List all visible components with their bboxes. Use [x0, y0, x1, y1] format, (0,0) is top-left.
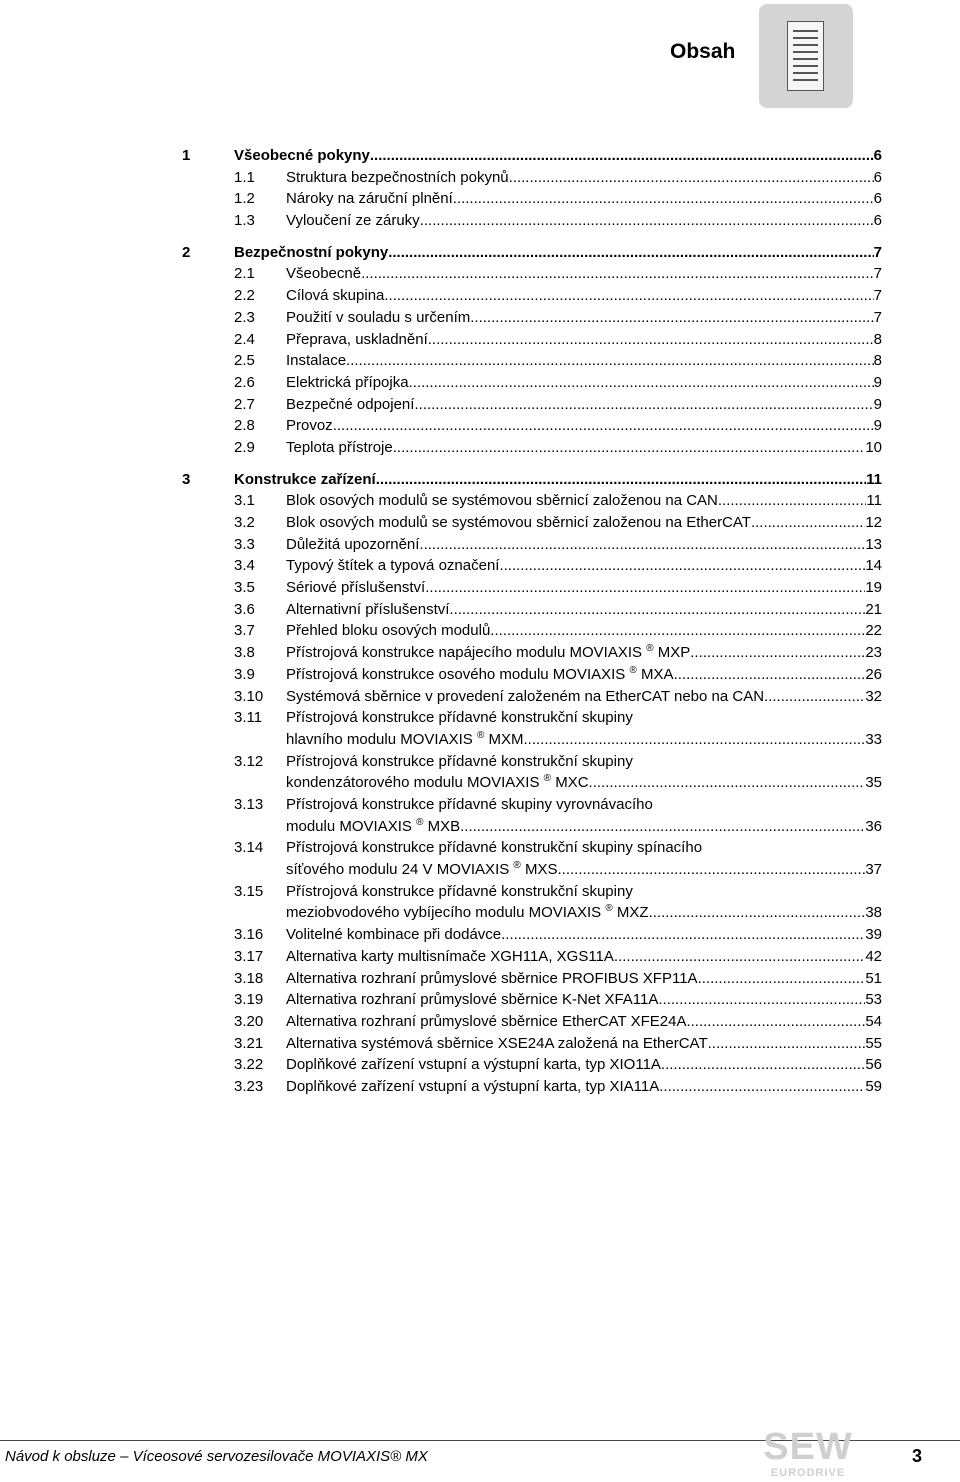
toc-number: 2.6 [234, 373, 255, 391]
toc-page-number: 6 [873, 168, 882, 186]
toc-title: Alternativa systémová sběrnice XSE24A založená na EtherCAT [286, 1034, 708, 1052]
toc-title: Doplňkové zařízení vstupní a výstupní karta, typ XIO11A [286, 1056, 661, 1074]
toc-number: 3.20 [234, 1012, 264, 1030]
toc-entry[interactable] [182, 437, 882, 459]
toc-page-number: 54 [865, 1012, 882, 1030]
toc-title: Teplota přístroje [286, 438, 393, 456]
toc-title: Cílová skupina [286, 287, 385, 305]
toc-title: hlavního modulu MOVIAXIS ® MXM [286, 729, 524, 748]
page-header-title: Obsah [670, 40, 736, 63]
toc-entry[interactable] [182, 512, 882, 534]
registered-mark: ® [543, 773, 552, 785]
registered-mark: ® [513, 860, 521, 872]
toc-number: 2.8 [234, 417, 255, 435]
toc-entry[interactable] [182, 794, 882, 837]
toc-entry[interactable] [182, 751, 882, 794]
table-of-contents [182, 145, 882, 1098]
toc-page-number: 11 [866, 492, 882, 510]
toc-number: 3.13 [234, 795, 264, 813]
toc-number: 2.9 [234, 438, 255, 456]
toc-number: 1.3 [234, 212, 255, 230]
toc-title: Blok osových modulů se systémovou sběrnicí založenou na EtherCAT [286, 514, 751, 531]
toc-number: 3.7 [234, 622, 255, 640]
toc-page-number: 14 [865, 557, 882, 575]
toc-number: 3.19 [234, 991, 264, 1009]
toc-page-number: 10 [865, 438, 882, 456]
toc-page-number: 7 [873, 308, 882, 326]
toc-entry[interactable] [182, 394, 882, 416]
toc-leader-dots [384, 285, 873, 307]
toc-number: 3.22 [234, 1056, 264, 1074]
toc-number: 3.4 [234, 557, 255, 575]
toc-leader-dots [376, 469, 866, 491]
toc-page-number: 38 [865, 904, 882, 922]
toc-title: Přehled bloku osových modulů [286, 622, 491, 640]
toc-page-number: 7 [873, 265, 882, 283]
toc-leader-dots [420, 210, 874, 232]
toc-number: 3.8 [234, 644, 255, 662]
toc-leader-dots [453, 188, 874, 210]
toc-entry[interactable] [182, 490, 882, 512]
toc-number: 2.4 [234, 330, 255, 348]
toc-number: 1.1 [234, 168, 255, 186]
toc-title: Doplňkové zařízení vstupní a výstupní karta, typ XIA11A [286, 1077, 660, 1095]
document-sheet [787, 21, 824, 91]
toc-page-number: 6 [873, 212, 882, 230]
toc-title: Provoz [286, 417, 333, 435]
toc-leader-dots [409, 372, 874, 394]
toc-number: 3.10 [234, 687, 264, 705]
toc-leader-dots [490, 620, 865, 642]
registered-mark: ® [416, 816, 424, 828]
toc-number: 3.11 [234, 709, 263, 727]
toc-leader-dots [690, 642, 865, 664]
toc-number: 3.16 [234, 926, 264, 944]
toc-number: 3.9 [234, 665, 255, 683]
toc-number: 3.6 [234, 600, 255, 618]
toc-title: Důležitá upozornění [286, 535, 420, 553]
toc-entry[interactable] [182, 837, 882, 880]
toc-page-number: 32 [865, 687, 882, 705]
toc-title: Vyloučení ze záruky [286, 212, 420, 230]
toc-entry[interactable] [182, 1011, 882, 1033]
toc-leader-dots [501, 924, 865, 946]
toc-number: 2.5 [234, 352, 255, 370]
toc-entry[interactable] [182, 285, 882, 307]
toc-entry[interactable] [182, 968, 882, 990]
toc-page-number: 56 [865, 1056, 882, 1074]
toc-entry[interactable] [182, 989, 882, 1011]
toc-entry[interactable] [182, 620, 882, 642]
toc-leader-dots [751, 512, 865, 534]
toc-page-number: 6 [873, 190, 882, 208]
toc-number: 2.2 [234, 287, 255, 305]
toc-entry[interactable] [182, 555, 882, 577]
toc-leader-dots [333, 415, 874, 437]
toc-title: Struktura bezpečnostních pokynů [286, 168, 509, 186]
toc-entry[interactable] [182, 350, 882, 372]
toc-leader-dots [428, 329, 874, 351]
toc-title: Přístrojová konstrukce napájecího modulu MOVIAXIS ® MXP [286, 643, 691, 662]
toc-page-number: 53 [865, 991, 882, 1009]
toc-page-number: 36 [865, 817, 882, 835]
toc-page-number: 7 [873, 243, 882, 261]
toc-title-line1: Přístrojová konstrukce přídavné konstrukční skupiny [286, 752, 633, 770]
toc-title: Bezpečnostní pokyny [234, 243, 389, 261]
toc-entry[interactable] [182, 263, 882, 285]
toc-title: Všeobecně [286, 265, 362, 283]
toc-number: 3.15 [234, 882, 264, 900]
toc-title: Alternativa rozhraní průmyslové sběrnice EtherCAT XFE24A [286, 1012, 687, 1030]
toc-number: 1.2 [234, 190, 255, 208]
toc-entry[interactable] [182, 664, 882, 686]
toc-leader-dots [419, 534, 865, 556]
registered-mark: ® [605, 903, 613, 915]
toc-title-line1: Přístrojová konstrukce přídavné skupiny vyrovnávacího [286, 795, 653, 813]
toc-entry[interactable] [182, 415, 882, 437]
toc-title: Přeprava, uskladnění [286, 330, 428, 348]
toc-entry[interactable] [182, 1033, 882, 1055]
toc-leader-dots [661, 1054, 865, 1076]
sew-eurodrive-logo [752, 1427, 864, 1482]
toc-leader-dots [346, 350, 874, 372]
toc-chapter[interactable] [182, 145, 882, 167]
toc-page-number: 11 [866, 470, 882, 488]
toc-title: Nároky na záruční plnění [286, 190, 453, 208]
logo-main-text: SEW [763, 1426, 853, 1468]
toc-entry[interactable] [182, 686, 882, 708]
toc-number: 2.7 [234, 395, 255, 413]
toc-entry[interactable] [182, 329, 882, 351]
toc-leader-dots [425, 577, 865, 599]
toc-page-number: 8 [873, 330, 882, 348]
toc-title: kondenzátorového modulu MOVIAXIS ® MXC [286, 773, 589, 792]
toc-leader-dots [393, 437, 866, 459]
toc-entry[interactable] [182, 707, 882, 750]
toc-leader-dots [414, 394, 873, 416]
toc-title: Systémová sběrnice v provedení založeném na EtherCAT nebo na CAN [286, 687, 765, 705]
toc-leader-dots [509, 167, 874, 189]
toc-number: 3.12 [234, 752, 264, 770]
toc-leader-dots [674, 664, 866, 686]
toc-leader-dots [686, 1011, 865, 1033]
toc-entry[interactable] [182, 167, 882, 189]
toc-title: Sériové příslušenství [286, 579, 426, 597]
toc-number: 2 [182, 243, 191, 261]
toc-title: Blok osových modulů se systémovou sběrnicí založenou na CAN [286, 492, 718, 510]
toc-leader-dots [470, 307, 873, 329]
toc-page-number: 37 [865, 861, 882, 879]
toc-leader-dots [589, 772, 866, 794]
toc-entry[interactable] [182, 1076, 882, 1098]
toc-title: modulu MOVIAXIS ® MXB [286, 816, 461, 835]
toc-title: Všeobecné pokyny [234, 147, 370, 164]
toc-number: 3.3 [234, 535, 255, 553]
toc-entry[interactable] [182, 210, 882, 232]
toc-page-number: 39 [865, 926, 882, 944]
registered-mark: ® [629, 664, 637, 676]
toc-entry[interactable] [182, 188, 882, 210]
toc-title-line1: Přístrojová konstrukce přídavné konstrukční skupiny [286, 882, 633, 900]
toc-entry[interactable] [182, 534, 882, 556]
toc-title: Alternativa karty multisnímače XGH11A, XGS11A [286, 947, 614, 965]
document-icon [759, 4, 853, 108]
toc-page-number: 19 [865, 579, 882, 597]
toc-number: 3 [182, 470, 191, 488]
toc-number: 3.17 [234, 947, 264, 965]
toc-title: Alternativní příslušenství [286, 600, 450, 618]
toc-title: Konstrukce zařízení [234, 470, 376, 488]
toc-leader-dots [708, 1033, 866, 1055]
toc-leader-dots [388, 242, 873, 264]
toc-number: 3.18 [234, 969, 264, 987]
toc-page-number: 22 [865, 622, 882, 640]
toc-title: meziobvodového vybíjecího modulu MOVIAXIS ® MXZ [286, 903, 649, 922]
toc-title: síťového modulu 24 V MOVIAXIS ® MXS [286, 860, 558, 879]
registered-mark: ® [476, 729, 485, 741]
toc-page-number: 33 [865, 730, 882, 748]
toc-leader-dots [718, 490, 867, 512]
toc-entry[interactable] [182, 881, 882, 924]
toc-title: Volitelné kombinace při dodávce [286, 926, 502, 944]
toc-page-number: 23 [865, 644, 882, 662]
toc-title: Instalace [286, 352, 347, 370]
toc-leader-dots [449, 599, 865, 621]
toc-entry[interactable] [182, 577, 882, 599]
toc-page-number: 9 [873, 373, 882, 391]
toc-page-number: 35 [865, 774, 882, 792]
toc-title: Typový štítek a typová označení [286, 557, 500, 575]
toc-number: 3.23 [234, 1077, 264, 1095]
logo-sub-text: EURODRIVE [770, 1467, 846, 1479]
toc-page-number: 9 [873, 417, 882, 435]
toc-entry[interactable] [182, 1054, 882, 1076]
toc-number: 2.3 [234, 308, 255, 326]
toc-entry[interactable] [182, 946, 882, 968]
toc-page-number: 7 [873, 287, 882, 305]
toc-page-number: 6 [873, 147, 882, 164]
toc-leader-dots [499, 555, 865, 577]
toc-page-number: 26 [865, 665, 882, 683]
toc-entry[interactable] [182, 372, 882, 394]
toc-title: Bezpečné odpojení [286, 395, 415, 413]
toc-page-number: 51 [865, 969, 882, 987]
toc-page-number: 8 [873, 352, 882, 370]
toc-leader-dots [658, 989, 865, 1011]
toc-leader-dots [370, 145, 874, 167]
footer-document-title: Návod k obsluze – Víceosové servozesilovače MOVIAXIS® MX [5, 1448, 428, 1465]
toc-entry[interactable] [182, 599, 882, 621]
toc-entry[interactable] [182, 924, 882, 946]
footer-page-number: 3 [912, 1446, 923, 1466]
toc-title: Alternativa rozhraní průmyslové sběrnice K-Net XFA11A [286, 991, 659, 1009]
toc-leader-dots [460, 816, 865, 838]
toc-page-number: 9 [873, 395, 882, 413]
toc-page-number: 42 [865, 947, 882, 965]
toc-leader-dots [649, 902, 866, 924]
toc-leader-dots [523, 729, 865, 751]
toc-number: 3.5 [234, 579, 255, 597]
toc-number: 3.14 [234, 839, 264, 857]
toc-entry[interactable] [182, 307, 882, 329]
toc-page-number: 21 [865, 600, 882, 618]
toc-page-number: 13 [865, 535, 882, 553]
toc-number: 3.21 [234, 1034, 264, 1052]
toc-leader-dots [659, 1076, 865, 1098]
toc-leader-dots [764, 686, 865, 708]
toc-page-number: 55 [865, 1034, 882, 1052]
toc-title: Přístrojová konstrukce osového modulu MOVIAXIS ® MXA [286, 664, 674, 683]
registered-mark: ® [646, 643, 654, 655]
toc-leader-dots [698, 968, 866, 990]
toc-page-number: 59 [865, 1077, 882, 1095]
toc-chapter[interactable] [182, 242, 882, 264]
toc-entry[interactable] [182, 642, 882, 664]
toc-page-number: 12 [865, 514, 882, 531]
toc-title: Použití v souladu s určením [286, 308, 471, 326]
toc-leader-dots [614, 946, 865, 968]
toc-title-line1: Přístrojová konstrukce přídavné konstrukční skupiny [286, 709, 633, 727]
toc-number: 1 [182, 147, 191, 164]
toc-title: Alternativa rozhraní průmyslové sběrnice PROFIBUS XFP11A [286, 969, 698, 987]
toc-number: 2.1 [234, 265, 255, 283]
toc-leader-dots [361, 263, 874, 285]
toc-chapter[interactable] [182, 469, 882, 491]
toc-title: Elektrická přípojka [286, 373, 409, 391]
toc-title-line1: Přístrojová konstrukce přídavné konstrukční skupiny spínacího [286, 839, 703, 857]
toc-leader-dots [557, 859, 865, 881]
toc-number: 3.1 [234, 492, 255, 510]
toc-number: 3.2 [234, 514, 255, 531]
